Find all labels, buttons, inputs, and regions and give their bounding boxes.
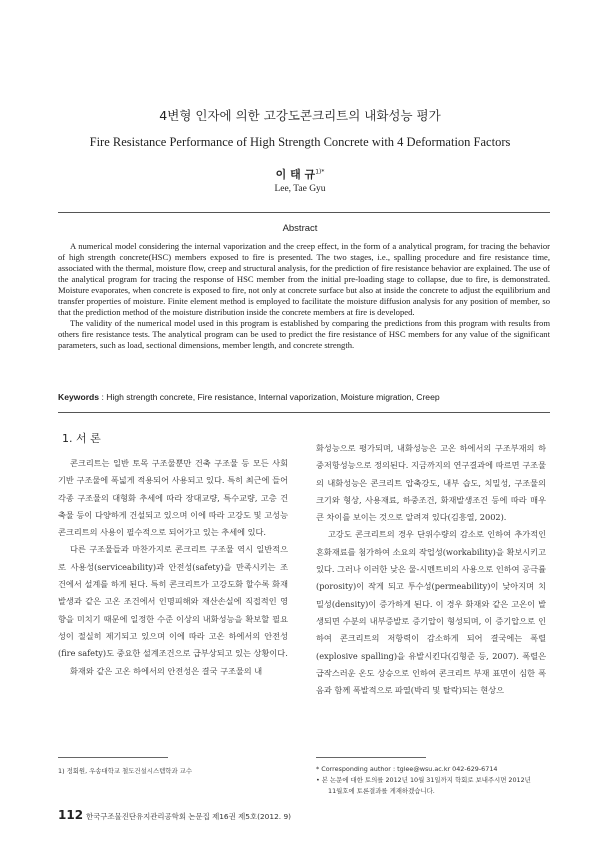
keywords-line (58, 392, 550, 402)
journal-citation: 한국구조물진단유지관리공학회 논문집 제16권 제5호(2012. 9) (86, 812, 292, 821)
keywords-text: High strength concrete, Fire resistance, Internal vaporization, Moisture migration, Creep (106, 392, 440, 402)
body-column-right (316, 440, 546, 699)
author-name-text: 이 태 규 (275, 168, 316, 181)
keywords-separator: : (99, 392, 107, 402)
abstract-top-rule (58, 212, 550, 213)
page-number: 112 (58, 808, 84, 822)
footnote-affiliation: 1) 정회원, 우송대학교 철도건설시스템학과 교수 (58, 767, 193, 775)
abstract-body (58, 241, 550, 351)
abstract-heading: Abstract (282, 223, 318, 234)
footnote-rule-left (58, 757, 168, 758)
body-paragraph: 화성능으로 평가되며, 내화성능은 고온 하에서의 구조부재의 하중저항성능으로 정의된다. 지금까지의 연구결과에 따르면 구조물의 내화성능은 콘크리트 압축강도, 내부 습도, 치밀성, 구조물의 크기와 형상, 사용재료, 하중조건, 화재발생조건 등에 따라 매우 큰 차이를 보이는 것으로 알려져 있다(김흥열, 2002). (316, 443, 546, 523)
footnote-discussion-note: • 본 논문에 대한 토의를 2012년 10월 31일까지 학회로 보내주시면 2012년 (316, 776, 531, 784)
footnote-corresponding-author: * Corresponding author : tglee@wsu.ac.kr 042-629-6714 (316, 765, 498, 773)
footnote-discussion-note-cont: 11월호에 토론결과를 게재하겠습니다. (328, 787, 435, 795)
section-title-introduction: 1. 서 론 (62, 432, 101, 445)
author-affiliation-mark: 1)* (315, 168, 325, 176)
abstract-bottom-rule (58, 412, 550, 413)
author-name-english: Lee, Tae Gyu (274, 184, 326, 194)
paper-title-korean: 4변형 인자에 의한 고강도콘크리트의 내화성능 평가 (159, 108, 441, 123)
author-name-korean (0, 166, 600, 182)
abstract-paragraph-1: A numerical model considering the internal vaporization and the creep effect, in the form of a analytical program, for tracing the behavior of high strength concrete(HSC) members exposed to fire is presented. The two stages, i.e., spalling procedure and fire resistance time, associated with the thermal, moisture flow, creep and structural analysis, for the prediction of fire resistance behavior are explained. The use of the analytical program for tracing the response of HSC member from the initial pre-loading stage to collapse, due to fire, is demonstrated. Moisture evaporates, when concrete is exposed to fire, not only at concrete surface but also at inside the concrete to adjust the equilibrium and transfer properties of moisture. Finite element method is employed to facilitate the moisture diffusion analysis for any position of member, so that the prediction method of the moisture distribution inside the concrete members at fire is developed. (58, 241, 550, 317)
body-paragraph: 고강도 콘크리트의 경우 단위수량의 감소로 인하여 추가적인 혼화재료를 첨가하여 소요의 작업성(workability)을 확보시키고 있다. 그러나 이러한 낮은 물-시멘트비의 사용으로 인하여 공극률(porosity)이 작게 되고 투수성(permeability)이 낮아지며 치밀성(density)이 증가하게 된다. 이 경우 화재와 같은 고온이 발생되면 수분의 내부증발로 증기압이 형성되며, 이 증기압으로 인하여 콘크리트의 저항력이 감소하게 되어 결국에는 폭렬(explosive spalling)을 유발시킨다(김형준 등, 2007). 폭렬은 급작스러운 온도 상승으로 인하여 콘크리트 부재 표면이 심한 폭음과 함께 폭발적으로 파열(박리 및 탈락)되는 현상으 (316, 529, 546, 696)
abstract-paragraph-2: The validity of the numerical model used in this program is established by comparing the predictions from this program with results from others fire resistance tests. The analytical program can be used to predict the fire resistance of HSC members for any value of the significant parameters, such as load, sectional dimensions, member length, and concrete strength. (58, 318, 550, 350)
paper-title-english: Fire Resistance Performance of High Strength Concrete with 4 Deformation Factors (89, 135, 511, 149)
keywords-label: Keywords (58, 392, 100, 402)
body-paragraph: 다른 구조물들과 마찬가지로 콘크리트 구조물 역시 일반적으로 사용성(serviceability)과 안전성(safety)을 만족시키는 조건에서 설계를 하게 된다. 특히 콘크리트가 고강도화 할수록 화재 발생과 같은 고온 조건에서 인명피해와 재산손실에 직접적인 영향을 미치기 때문에 일정한 수준 이상의 내화성능을 확보할 필요성이 절실히 제기되고 있으며 이에 따라 고온 하에서의 안전성(fire safety)도 중요한 설계조건으로 급부상되고 있는 상황이다. (58, 544, 288, 659)
footnote-correspondence (316, 764, 552, 797)
body-paragraph: 콘크리트는 일반 토목 구조물뿐만 건축 구조물 등 모든 사회기반 구조물에 폭넓게 적용되어 사용되고 있다. 특히 최근에 들어 각종 구조물의 대형화 추세에 따라 장대교량, 특수교량, 고층 건축물 등이 다양하게 건설되고 있으며 이에 따라 고강도 및 고성능 콘크리트의 사용이 필수적으로 되어가고 있는 추세에 있다. (58, 458, 288, 538)
footnote-rule-right (316, 757, 426, 758)
body-paragraph: 화재와 같은 고온 하에서의 안전성은 결국 구조물의 내 (70, 665, 263, 676)
body-column-left (58, 430, 288, 680)
